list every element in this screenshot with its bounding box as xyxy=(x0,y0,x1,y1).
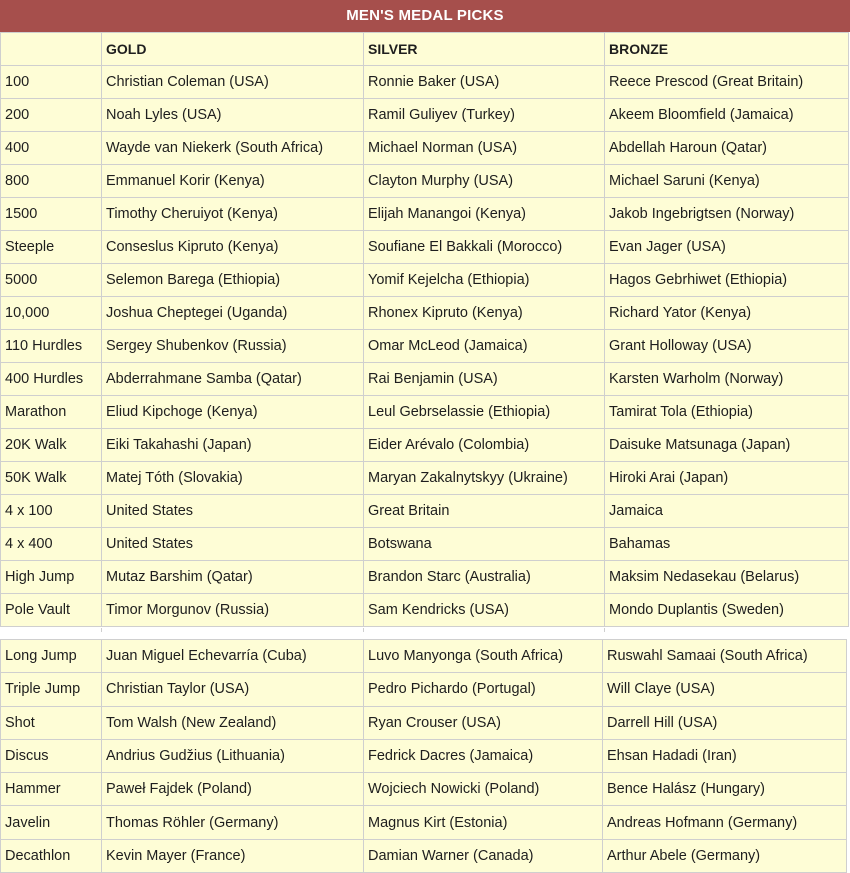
event-cell: Decathlon xyxy=(1,839,102,872)
bronze-cell: Will Claye (USA) xyxy=(603,673,847,706)
silver-cell: Luvo Manyonga (South Africa) xyxy=(364,640,603,673)
gap-border-stub xyxy=(363,628,364,632)
silver-cell: Rai Benjamin (USA) xyxy=(364,363,605,396)
bronze-cell: Michael Saruni (Kenya) xyxy=(605,165,849,198)
table-gap xyxy=(0,628,850,639)
gold-cell: Noah Lyles (USA) xyxy=(102,99,364,132)
header-event xyxy=(1,33,102,66)
bronze-cell: Maksim Nedasekau (Belarus) xyxy=(605,561,849,594)
silver-cell: Damian Warner (Canada) xyxy=(364,839,603,872)
table-row xyxy=(1,673,847,706)
silver-cell: Elijah Manangoi (Kenya) xyxy=(364,198,605,231)
gold-cell: Paweł Fajdek (Poland) xyxy=(102,773,364,806)
event-cell: Marathon xyxy=(1,396,102,429)
gold-cell: Sergey Shubenkov (Russia) xyxy=(102,330,364,363)
gold-cell: United States xyxy=(102,528,364,561)
table-row xyxy=(1,839,847,872)
bronze-cell: Hiroki Arai (Japan) xyxy=(605,462,849,495)
silver-cell: Leul Gebrselassie (Ethiopia) xyxy=(364,396,605,429)
event-cell: 200 xyxy=(1,99,102,132)
header-row xyxy=(1,33,849,66)
medal-table-bottom-body xyxy=(1,640,847,873)
gold-cell: Abderrahmane Samba (Qatar) xyxy=(102,363,364,396)
table-row xyxy=(1,165,849,198)
table-title: MEN'S MEDAL PICKS xyxy=(0,0,850,32)
table-row xyxy=(1,99,849,132)
bronze-cell: Ruswahl Samaai (South Africa) xyxy=(603,640,847,673)
table-row xyxy=(1,640,847,673)
event-cell: 1500 xyxy=(1,198,102,231)
event-cell: 20K Walk xyxy=(1,429,102,462)
gold-cell: Conseslus Kipruto (Kenya) xyxy=(102,231,364,264)
bronze-cell: Hagos Gebrhiwet (Ethiopia) xyxy=(605,264,849,297)
event-cell: Hammer xyxy=(1,773,102,806)
event-cell: 400 Hurdles xyxy=(1,363,102,396)
bronze-cell: Ehsan Hadadi (Iran) xyxy=(603,739,847,772)
silver-cell: Botswana xyxy=(364,528,605,561)
table-row xyxy=(1,66,849,99)
gold-cell: Timothy Cheruiyot (Kenya) xyxy=(102,198,364,231)
gold-cell: Eliud Kipchoge (Kenya) xyxy=(102,396,364,429)
header-gold: GOLD xyxy=(102,33,364,66)
table-row xyxy=(1,528,849,561)
event-cell: 4 x 400 xyxy=(1,528,102,561)
header-bronze: BRONZE xyxy=(605,33,849,66)
bronze-cell: Reece Prescod (Great Britain) xyxy=(605,66,849,99)
gold-cell: Tom Walsh (New Zealand) xyxy=(102,706,364,739)
gold-cell: Kevin Mayer (France) xyxy=(102,839,364,872)
table-row xyxy=(1,706,847,739)
table-row xyxy=(1,297,849,330)
bronze-cell: Grant Holloway (USA) xyxy=(605,330,849,363)
event-cell: 400 xyxy=(1,132,102,165)
gold-cell: Selemon Barega (Ethiopia) xyxy=(102,264,364,297)
event-cell: 4 x 100 xyxy=(1,495,102,528)
gold-cell: Mutaz Barshim (Qatar) xyxy=(102,561,364,594)
bronze-cell: Daisuke Matsunaga (Japan) xyxy=(605,429,849,462)
gold-cell: Christian Taylor (USA) xyxy=(102,673,364,706)
event-cell: High Jump xyxy=(1,561,102,594)
bronze-cell: Akeem Bloomfield (Jamaica) xyxy=(605,99,849,132)
gold-cell: Matej Tóth (Slovakia) xyxy=(102,462,364,495)
gold-cell: United States xyxy=(102,495,364,528)
table-row xyxy=(1,495,849,528)
table-row xyxy=(1,330,849,363)
event-cell: Steeple xyxy=(1,231,102,264)
silver-cell: Michael Norman (USA) xyxy=(364,132,605,165)
medal-table-bottom xyxy=(0,639,847,873)
table-row xyxy=(1,231,849,264)
table-row xyxy=(1,429,849,462)
silver-cell: Yomif Kejelcha (Ethiopia) xyxy=(364,264,605,297)
bronze-cell: Bahamas xyxy=(605,528,849,561)
gold-cell: Timor Morgunov (Russia) xyxy=(102,594,364,627)
gold-cell: Joshua Cheptegei (Uganda) xyxy=(102,297,364,330)
bronze-cell: Mondo Duplantis (Sweden) xyxy=(605,594,849,627)
bronze-cell: Richard Yator (Kenya) xyxy=(605,297,849,330)
bronze-cell: Jakob Ingebrigtsen (Norway) xyxy=(605,198,849,231)
event-cell: Shot xyxy=(1,706,102,739)
medal-table-top xyxy=(0,32,849,627)
table-row xyxy=(1,594,849,627)
silver-cell: Omar McLeod (Jamaica) xyxy=(364,330,605,363)
event-cell: 50K Walk xyxy=(1,462,102,495)
silver-cell: Great Britain xyxy=(364,495,605,528)
silver-cell: Fedrick Dacres (Jamaica) xyxy=(364,739,603,772)
gold-cell: Juan Miguel Echevarría (Cuba) xyxy=(102,640,364,673)
gold-cell: Andrius Gudžius (Lithuania) xyxy=(102,739,364,772)
silver-cell: Sam Kendricks (USA) xyxy=(364,594,605,627)
silver-cell: Clayton Murphy (USA) xyxy=(364,165,605,198)
silver-cell: Soufiane El Bakkali (Morocco) xyxy=(364,231,605,264)
bronze-cell: Tamirat Tola (Ethiopia) xyxy=(605,396,849,429)
event-cell: 800 xyxy=(1,165,102,198)
bronze-cell: Arthur Abele (Germany) xyxy=(603,839,847,872)
event-cell: 110 Hurdles xyxy=(1,330,102,363)
event-cell: 5000 xyxy=(1,264,102,297)
event-cell: 10,000 xyxy=(1,297,102,330)
silver-cell: Ramil Guliyev (Turkey) xyxy=(364,99,605,132)
silver-cell: Maryan Zakalnytskyy (Ukraine) xyxy=(364,462,605,495)
silver-cell: Pedro Pichardo (Portugal) xyxy=(364,673,603,706)
event-cell: Discus xyxy=(1,739,102,772)
bronze-cell: Jamaica xyxy=(605,495,849,528)
silver-cell: Brandon Starc (Australia) xyxy=(364,561,605,594)
table-row xyxy=(1,363,849,396)
gold-cell: Eiki Takahashi (Japan) xyxy=(102,429,364,462)
bronze-cell: Evan Jager (USA) xyxy=(605,231,849,264)
gap-border-stub xyxy=(101,628,102,632)
gold-cell: Emmanuel Korir (Kenya) xyxy=(102,165,364,198)
event-cell: Javelin xyxy=(1,806,102,839)
silver-cell: Ronnie Baker (USA) xyxy=(364,66,605,99)
table-row xyxy=(1,132,849,165)
event-cell: Pole Vault xyxy=(1,594,102,627)
event-cell: Long Jump xyxy=(1,640,102,673)
silver-cell: Rhonex Kipruto (Kenya) xyxy=(364,297,605,330)
bronze-cell: Darrell Hill (USA) xyxy=(603,706,847,739)
silver-cell: Ryan Crouser (USA) xyxy=(364,706,603,739)
gap-border-stub xyxy=(604,628,605,632)
header-silver: SILVER xyxy=(364,33,605,66)
table-row xyxy=(1,561,849,594)
table-row xyxy=(1,198,849,231)
table-row xyxy=(1,773,847,806)
table-row xyxy=(1,264,849,297)
silver-cell: Wojciech Nowicki (Poland) xyxy=(364,773,603,806)
table-row xyxy=(1,462,849,495)
silver-cell: Magnus Kirt (Estonia) xyxy=(364,806,603,839)
table-row xyxy=(1,396,849,429)
silver-cell: Eider Arévalo (Colombia) xyxy=(364,429,605,462)
gold-cell: Christian Coleman (USA) xyxy=(102,66,364,99)
bronze-cell: Abdellah Haroun (Qatar) xyxy=(605,132,849,165)
table-row xyxy=(1,739,847,772)
medal-table-top-body xyxy=(1,66,849,627)
table-row xyxy=(1,806,847,839)
event-cell: 100 xyxy=(1,66,102,99)
bronze-cell: Karsten Warholm (Norway) xyxy=(605,363,849,396)
gold-cell: Thomas Röhler (Germany) xyxy=(102,806,364,839)
gold-cell: Wayde van Niekerk (South Africa) xyxy=(102,132,364,165)
bronze-cell: Bence Halász (Hungary) xyxy=(603,773,847,806)
event-cell: Triple Jump xyxy=(1,673,102,706)
bronze-cell: Andreas Hofmann (Germany) xyxy=(603,806,847,839)
